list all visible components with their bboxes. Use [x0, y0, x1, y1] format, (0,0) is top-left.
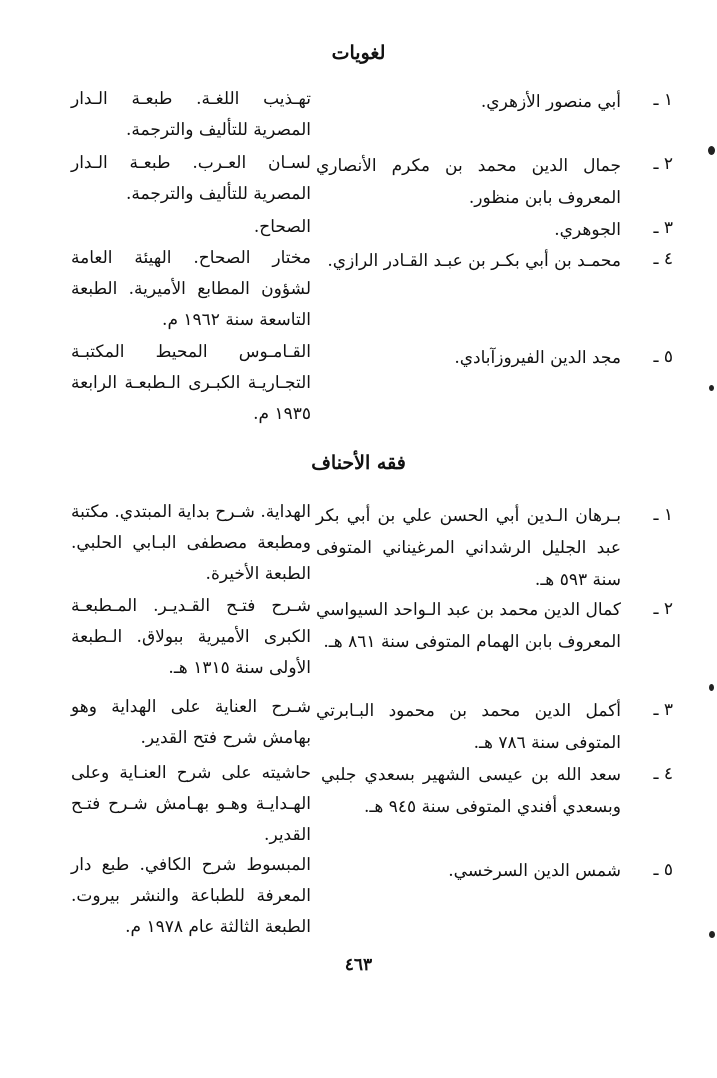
entry-number: ٥ ـ — [653, 347, 673, 367]
entry-author: أبي منصور الأزهري. — [480, 92, 621, 112]
bibliography-entry — [0, 497, 717, 590]
scan-speck — [708, 146, 715, 155]
entry-author: الجوهري. — [554, 220, 621, 240]
bibliography-entry — [0, 337, 717, 424]
entry-author: مجد الدين الفيروزآبادي. — [454, 348, 621, 368]
section-title-lughawiyyat: لغويات — [331, 42, 386, 64]
entry-book: تهـذيب اللغـة. طبعـة الـدار المصرية للتأليف والترجمة. — [71, 89, 311, 140]
entry-book: الهداية. شـرح بداية المبتدي. مكتبة ومطبعة مصطفى البـابي الحلبي. الطبعة الأخيرة. — [71, 502, 311, 584]
scan-speck — [709, 684, 714, 691]
entry-number: ٤ ـ — [653, 764, 673, 784]
entry-number: ٣ ـ — [653, 700, 673, 720]
entry-book: حاشيته على شرح العنـاية وعلى الهـدايـة وهـو بهـامش شـرح فتـح القدير. — [71, 763, 311, 845]
page-number: ٤٦٣ — [344, 955, 373, 975]
entry-book: مختار الصحاح. الهيئة العامة لشؤون المطابع الأميرية. الطبعة التاسعة سنة ١٩٦٢ م. — [71, 248, 311, 330]
bibliography-entry — [0, 84, 717, 140]
entry-number: ٢ ـ — [653, 154, 673, 174]
entry-number: ١ ـ — [653, 90, 673, 110]
entry-book: المبسوط شرح الكافي. طبع دار المعرفة للطباعة والنشر بيروت. الطبعة الثالثة عام ١٩٧٨ م. — [71, 855, 311, 937]
bibliography-entry — [0, 850, 717, 937]
bibliography-entry — [0, 591, 717, 678]
entry-author: جمال الدين محمد بن مكرم الأنصاري المعروف بابن منظور. — [316, 156, 621, 208]
entry-book: شـرح العناية على الهداية وهو بهامش شرح فتح القدير. — [71, 697, 311, 748]
entry-book: القـامـوس المحيط المكتبـة التجـاريـة الكبـرى الـطبعـة الرابعة ١٩٣٥ م. — [71, 342, 311, 424]
entry-author: كمال الدين محمد بن عبد الـواحد السيواسي المعروف بابن الهمام المتوفى سنة ٨٦١ هـ. — [315, 600, 621, 652]
entry-number: ٥ ـ — [653, 860, 673, 880]
section-title-fiqh-ahnaf: فقه الأحناف — [311, 452, 406, 474]
entry-number: ٤ ـ — [653, 249, 673, 269]
entry-author: بـرهان الـدين أبي الحسن علي بن أبي بكر عبد الجليل الرشداني المرغيناني المتوفى سنة ٥٩٣ هـ. — [316, 506, 621, 590]
bibliography-entry — [0, 212, 717, 240]
bibliography-entry — [0, 243, 717, 330]
entry-book: شـرح فتـح القـديـر. المـطبعـة الكبرى الأميرية ببولاق. الـطبعة الأولى سنة ١٣١٥ هـ. — [71, 596, 311, 678]
entry-author: محمـد بن أبي بكـر بن عبـد القـادر الرازي. — [327, 251, 621, 271]
entry-number: ١ ـ — [653, 505, 673, 525]
entry-author: شمس الدين السرخسي. — [448, 861, 621, 881]
bibliography-entry — [0, 148, 717, 208]
entry-book: الصحاح. — [253, 217, 311, 237]
entry-book: لسـان العـرب. طبعـة الـدار المصرية للتأليف والترجمة. — [71, 153, 311, 204]
entry-author: أكمل الدين محمد بن محمود البـابرتي المتوفى سنة ٧٨٦ هـ. — [316, 701, 621, 753]
entry-number: ٢ ـ — [653, 599, 673, 619]
bibliography-entry — [0, 758, 717, 845]
scan-speck — [709, 931, 715, 938]
scan-speck — [709, 385, 714, 391]
entry-number: ٣ ـ — [653, 218, 673, 238]
entry-author: سعد الله بن عيسى الشهير بسعدي جلبي وبسعدي أفندي المتوفى سنة ٩٤٥ هـ. — [321, 765, 621, 817]
bibliography-entry — [0, 692, 717, 753]
